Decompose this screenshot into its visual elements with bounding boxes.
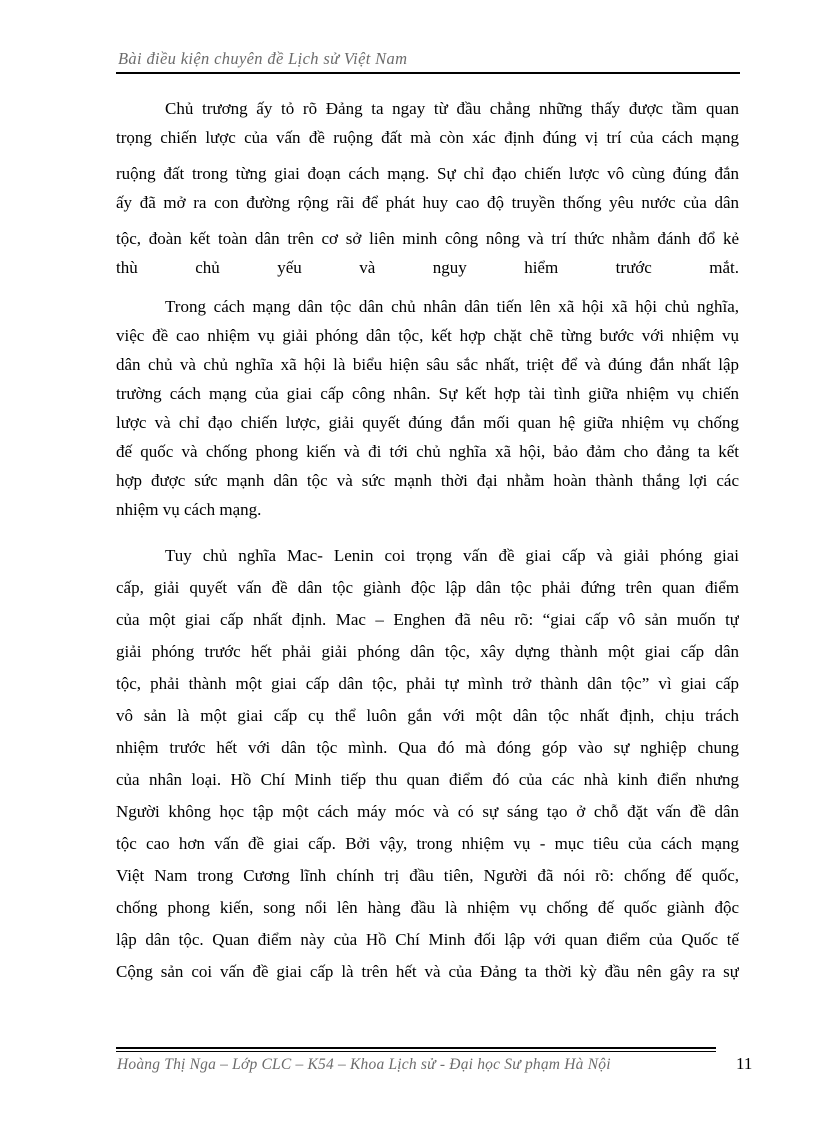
paragraph-3 [116,540,739,988]
document-body [116,94,739,988]
footer-divider-thin [116,1051,716,1052]
text-line: thù chủ yếu và nguy hiểm trước mắt. [116,258,739,277]
text-line: Trong cách mạng dân tộc dân chủ nhân dân tiến lên xã hội xã hội chủ nghĩa, [165,297,739,316]
text-line: chống phong kiến, song nổi lên hàng đầu là nhiệm vụ chống đế quốc giành độc [116,898,739,917]
text-line: của một giai cấp nhất định. Mac – Enghen đã nêu rõ: “giai cấp vô sản muốn tự [116,610,739,629]
text-line: ruộng đất trong từng giai đoạn cách mạng. Sự chỉ đạo chiến lược vô cùng đúng đắn [116,164,739,183]
text-line: nhiệm vụ cách mạng. [116,500,262,519]
text-line: hợp được sức mạnh dân tộc và sức mạnh thời đại nhằm hoàn thành thắng lợi các [116,471,739,490]
text-line: Cộng sản coi vấn đề giai cấp là trên hết và của Đảng ta thời kỳ đầu nên gây ra sự [116,962,739,981]
text-line: Người không học tập một cách máy móc và có sự sáng tạo ở chỗ đặt vấn đề dân [116,802,739,821]
text-line: trường cách mạng của giai cấp công nhân. Sự kết hợp tài tình giữa nhiệm vụ chiến [116,384,739,403]
page-footer [116,1047,764,1077]
text-line: dân chủ và chủ nghĩa xã hội là biểu hiện sâu sắc nhất, triệt để và đúng đắn nhất lập [116,355,739,374]
text-line: đế quốc và chống phong kiến và đi tới chủ nghĩa xã hội, bảo đảm cho đảng ta kết [116,442,739,461]
header-divider [116,72,740,74]
text-line: Việt Nam trong Cương lĩnh chính trị đầu tiên, Người đã nói rõ: chống đế quốc, [116,866,739,885]
text-line: cấp, giải quyết vấn đề dân tộc giành độc lập dân tộc phải đứng trên quan điểm [116,578,739,597]
text-line: Chủ trương ấy tỏ rõ Đảng ta ngay từ đầu chẳng những thấy được tầm quan [165,99,739,118]
text-line: tộc cao hơn vấn đề giai cấp. Bởi vậy, trong nhiệm vụ - mục tiêu của cách mạng [116,834,739,853]
text-line: việc đề cao nhiệm vụ giải phóng dân tộc, kết hợp chặt chẽ từng bước với nhiệm vụ [116,326,739,345]
text-line: tộc, phải thành một giai cấp dân tộc, phải tự mình trở thành dân tộc” vì giai cấp [116,674,739,693]
text-line: lược và chỉ đạo chiến lược, giải quyết đúng đắn mối quan hệ giữa nhiệm vụ chống [116,413,739,432]
text-line: lập dân tộc. Quan điểm này của Hồ Chí Minh đối lập với quan điểm của Quốc tế [116,930,739,949]
text-line: vô sản là một giai cấp cụ thể luôn gắn với một dân tộc nhất định, chịu trách [116,706,739,725]
text-line: ấy đã mở ra con đường rộng rãi để phát huy cao độ truyền thống yêu nước của dân [116,193,739,212]
paragraph-1 [116,94,739,282]
text-line: Tuy chủ nghĩa Mac- Lenin coi trọng vấn đề giai cấp và giải phóng giai [165,546,739,565]
paragraph-2 [116,292,739,524]
header-title: Bài điều kiện chuyên đề Lịch sử Việt Nam [118,49,408,68]
page-header [116,48,740,74]
text-line: của nhân loại. Hồ Chí Minh tiếp thu quan điểm đó của các nhà kinh điển nhưng [116,770,739,789]
text-line: giải phóng trước hết phải giải phóng dân tộc, xây dựng thành một giai cấp dân [116,642,739,661]
footer-author-line: Hoàng Thị Nga – Lớp CLC – K54 – Khoa Lịch sử - Đại học Sư phạm Hà Nội [117,1056,611,1073]
page-number: 11 [736,1054,753,1073]
text-line: nhiệm trước hết với dân tộc mình. Qua đó mà đóng góp vào sự nghiệp chung [116,738,739,757]
text-line: tộc, đoàn kết toàn dân trên cơ sở liên minh công nông và trí thức nhằm đánh đổ kẻ [116,229,739,248]
footer-divider [116,1047,716,1049]
text-line: trọng chiến lược của vấn đề ruộng đất mà còn xác định đúng vị trí của cách mạng [116,128,739,147]
